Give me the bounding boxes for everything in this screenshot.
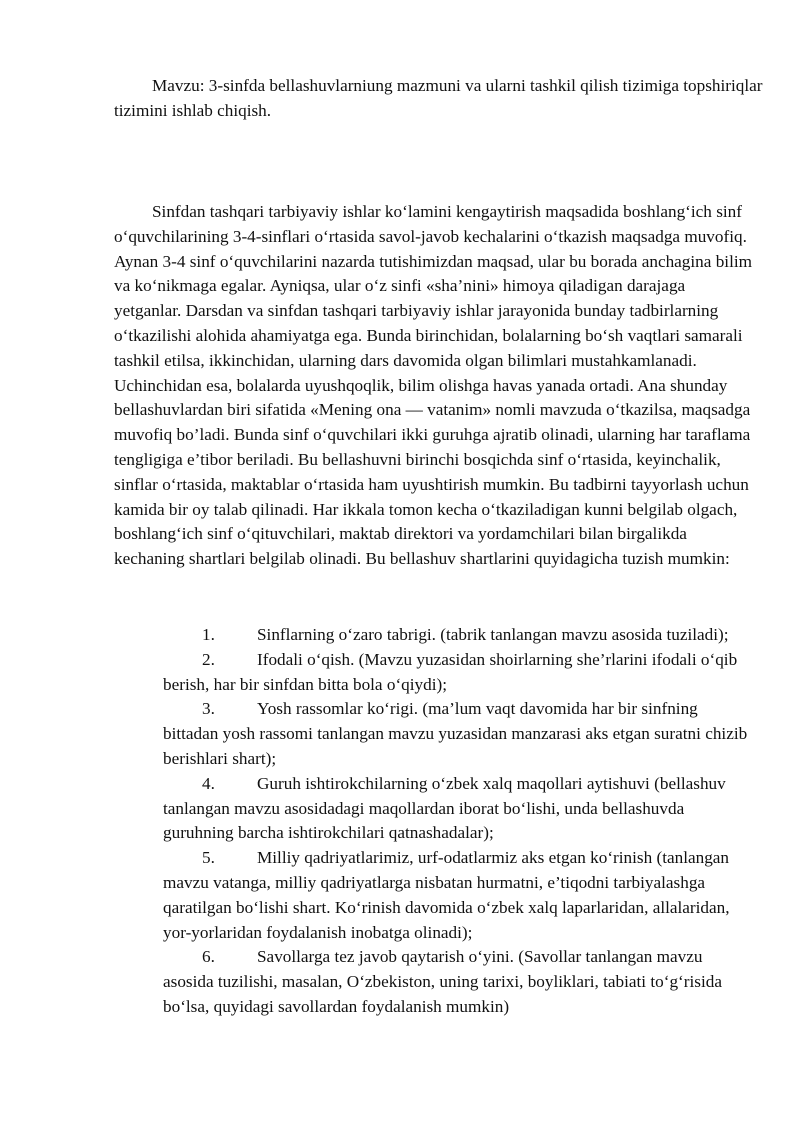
list-item-number: 1. bbox=[202, 625, 215, 644]
list-item-text: Ifodali oʻqish. (Mavzu yuzasidan shoirlarning she’rlarini ifodali oʻqib berish, har bir sinfdan bitta bola oʻqiydi); bbox=[163, 649, 738, 694]
list-item-number: 4. bbox=[202, 773, 215, 793]
list-item-text: Milliy qadriyatlarimiz, urf-odatlarmiz aks etgan koʻrinish (tanlangan mavzu vatanga, milliy qadriyatlarga nisbatan hurmatni, e’tiqodni tarbiyalashga qaratilgan boʻlishi shart. Koʻrinish davomida oʻzbek xalq laparlaridan, allalaridan, yor-yorlaridan foydalanish inobatga olinadi); bbox=[163, 848, 730, 942]
list-item-text: Savollarga tez javob qaytarish oʻyini. (Savollar tanlangan mavzu asosida tuzilishi, masalan, Oʻzbekiston, uning tarixi, boyliklari, tabiati toʻgʻrisida boʻlsa, quyidagi savollardan foydalanish mumkin) bbox=[163, 947, 722, 1016]
list-item bbox=[163, 945, 753, 1019]
list-item bbox=[163, 772, 753, 846]
list-item bbox=[163, 697, 753, 771]
list-item-number: 6. bbox=[202, 947, 215, 967]
list-item-text: Guruh ishtirokchilarning oʻzbek xalq maqollari aytishuvi (bellashuv tanlangan mavzu asosidadagi maqollardan iborat boʻlishi, unda bellashuvda guruhning barcha ishtirokchilari qatnashadalar); bbox=[163, 773, 726, 843]
list-item-number: 3. bbox=[202, 699, 215, 719]
list-item bbox=[163, 846, 753, 945]
list-item-number: 2. bbox=[202, 649, 215, 669]
list-item-text: Sinflarning oʻzaro tabrigi. (tabrik tanlangan mavzu asosida tuziladi); bbox=[257, 625, 729, 644]
list-item-text: Yosh rassomlar koʻrigi. (ma’lum vaqt davomida har bir sinfning bittadan yosh rassomi tanlangan mavzu yuzasidan manzarasi aks etgan suratni chizib berishlari shart); bbox=[163, 699, 748, 768]
conditions-list bbox=[163, 623, 753, 1020]
list-item-number: 5. bbox=[202, 848, 215, 868]
list-item bbox=[163, 623, 753, 648]
document-heading: Mavzu: 3-sinfda bellashuvlarniung mazmuni va ularni tashkil qilish tizimiga topshiriqlar tizimini ishlab chiqish. bbox=[114, 76, 763, 120]
list-item bbox=[163, 648, 753, 698]
body-paragraph: Sinfdan tashqari tarbiyaviy ishlar koʻlamini kengaytirish maqsadida boshlangʻich sinf oʻquvchilarining 3-4-sinflari oʻrtasida savol-javob kechalarini oʻtkazish maqsadga muvofiq. Aynan 3-4 sinf oʻquvchilarini nazarda tutishimizdan maqsad, ular bu borada anchagina bilim va koʻnikmaga egalar. Ayniqsa, ular oʻz sinfi «sha’nini» himoya qiladigan darajaga yetganlar. Darsdan va sinfdan tashqari tarbiyaviy ishlar jarayonida bunday tadbirlarning oʻtkazilishi alohida ahamiyatga ega. Bunda birinchidan, bolalarning boʻsh vaqtlari samarali tashkil etilsa, ikkinchidan, ularning dars davomida olgan bilimlari mustahkamlanadi. Uchinchidan esa, bolalarda uyushqoqlik, bilim olishga havas yanada ortadi. Ana shunday bellashuvlardan biri sifatida «Mening ona — vatanim» nomli mavzuda oʻtkazilsa, maqsadga muvofiq bo’ladi. Bunda sinf oʻquvchilari ikki guruhga ajratib olinadi, ularning har taraflama tengligiga e’tibor beriladi. Bu bellashuvni birinchi bosqichda sinf oʻrtasida, keyinchalik, sinflar oʻrtasida, maktablar oʻrtasida ham uyushtirish mumkin. Bu tadbirni tayyorlash uchun kamida bir oy talab qilinadi. Har ikkala tomon kecha oʻtkaziladigan kunni belgilab olgach, boshlangʻich sinf oʻqituvchilari, maktab direktori va yordamchilari bilan birgalikda kechaning shartlari belgilab olinadi. Bu bellashuv shartlarini quyidagicha tuzish mumkin: bbox=[114, 202, 752, 569]
